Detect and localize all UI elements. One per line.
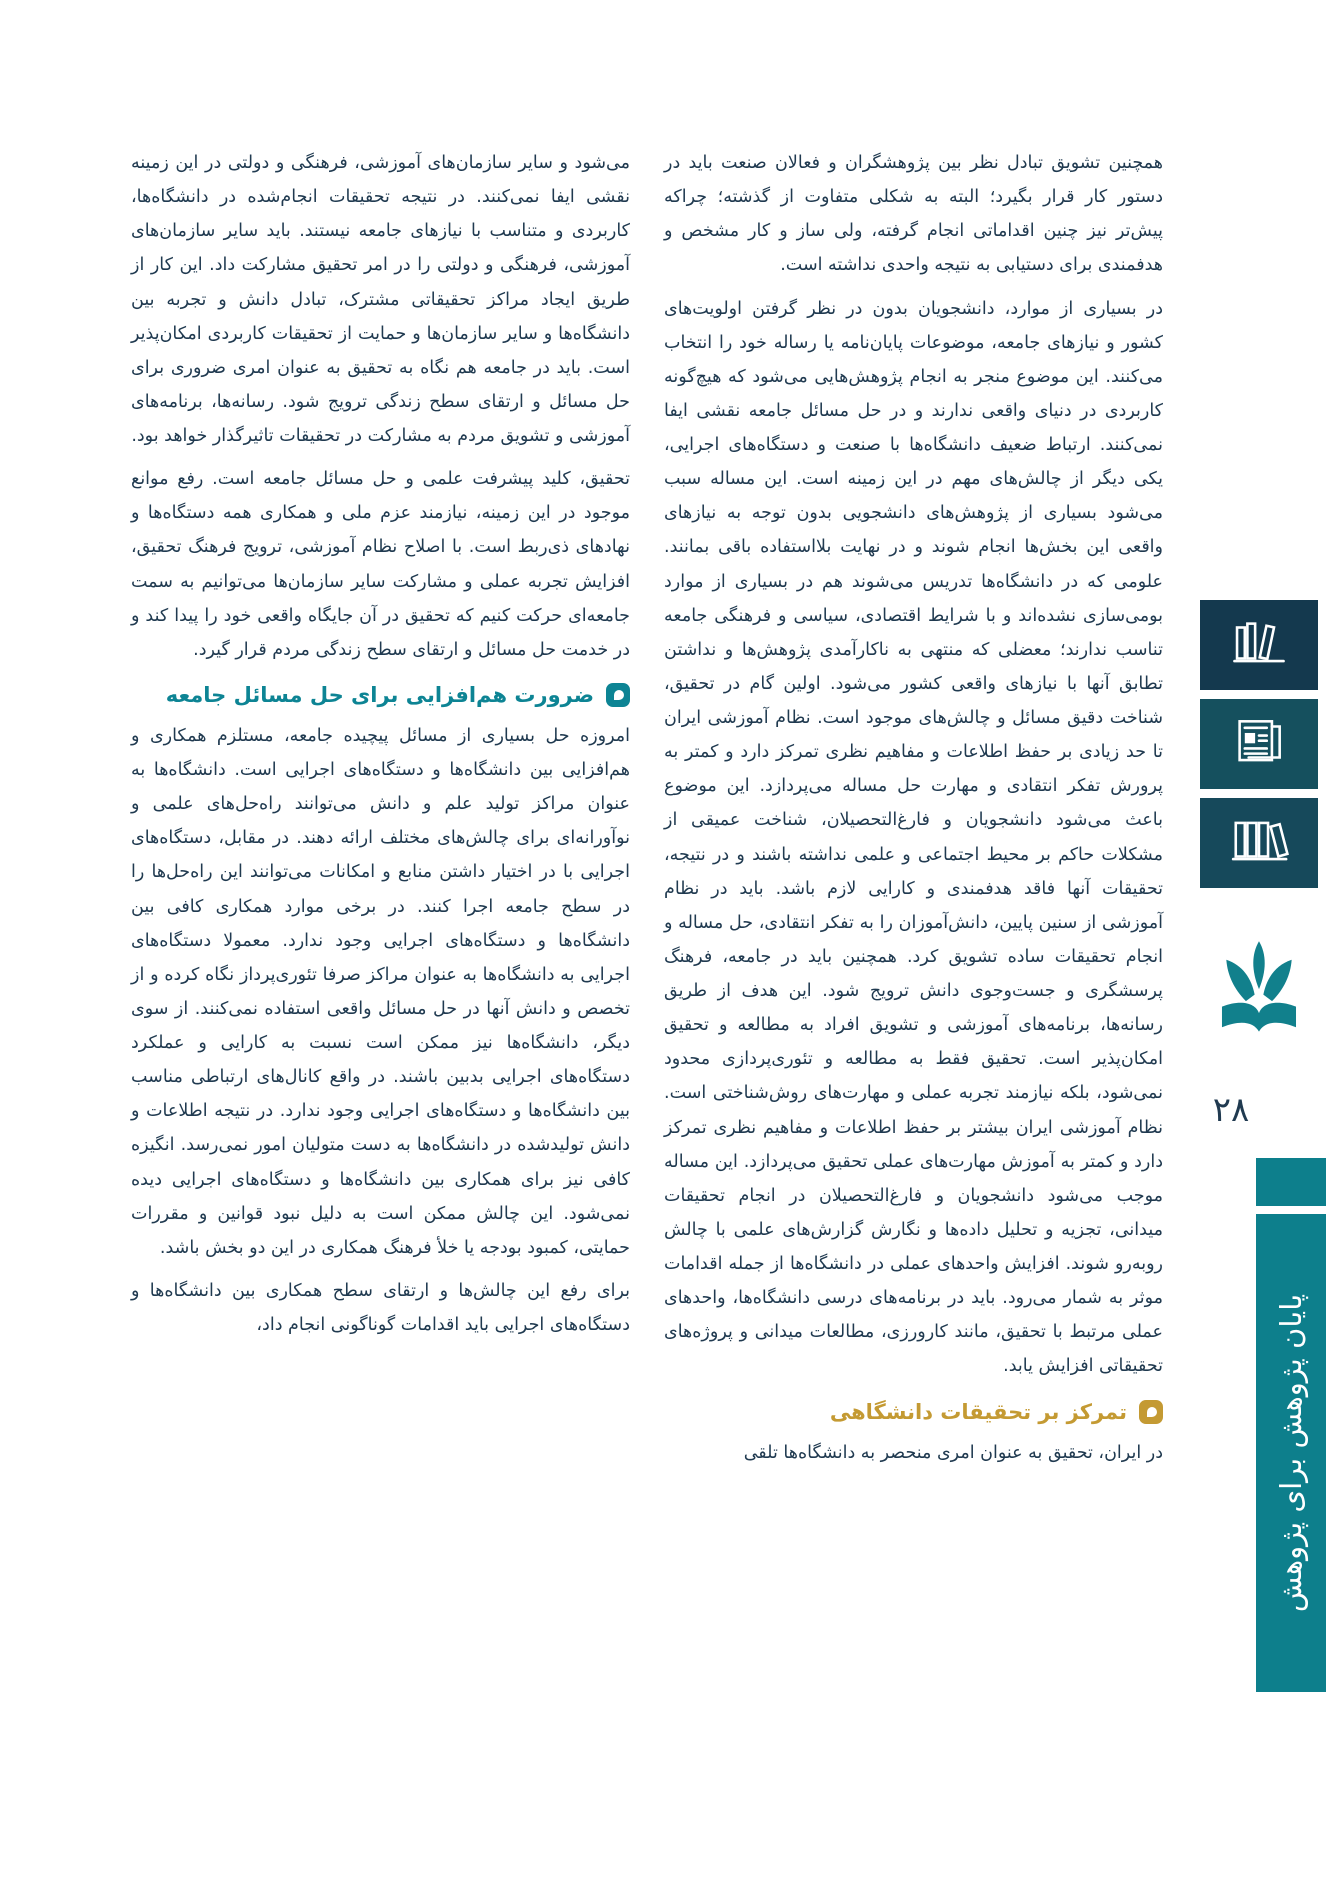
column-left bbox=[131, 146, 630, 1479]
page-number: ۲۸ bbox=[1212, 1090, 1250, 1130]
column-right bbox=[664, 146, 1163, 1479]
article-body bbox=[131, 146, 1163, 1479]
library-books-icon bbox=[1228, 612, 1290, 678]
sidebar-tile bbox=[1200, 699, 1318, 789]
journal-icon bbox=[1228, 711, 1290, 777]
section-color-block bbox=[1256, 1158, 1326, 1206]
section-title-strip bbox=[1256, 1214, 1326, 1692]
azad-university-logo bbox=[1210, 938, 1308, 1050]
paragraph: امروزه حل بسیاری از مسائل پیچیده جامعه، مستلزم همکاری و هم‌افزایی بین دانشگاه‌ها و دستگاه‌های اجرایی است. دانشگاه‌ها به عنوان مراکز تولید علم و دانش می‌توانند راه‌حل‌های علمی و نوآورانه‌ای برای چالش‌های مختلف ارائه دهند. در مقابل، دستگاه‌های اجرایی با در اختیار داشتن منابع و امکانات می‌توانند این راه‌حل‌ها را در سطح جامعه اجرا کنند. در برخی موارد همکاری کافی بین دانشگاه‌ها و دستگاه‌های اجرایی وجود ندارد. معمولا دستگاه‌های اجرایی به دانشگاه‌ها به عنوان مراکز صرفا تئوری‌پرداز نگاه کرده و از تخصص و دانش آنها در حل مسائل واقعی استفاده نمی‌کنند. از سوی دیگر، دانشگاه‌ها نیز ممکن است نسبت به کارایی و عملکرد دستگاه‌های اجرایی بدبین باشند. در واقع کانال‌های ارتباطی مناسب بین دانشگاه‌ها و دستگاه‌های اجرایی وجود ندارد. در نتیجه اطلاعات و دانش تولیدشده در دانشگاه‌ها به دست متولیان امور نمی‌رسد. انگیزه کافی نیز برای همکاری بین دانشگاه‌ها و دستگاه‌های اجرایی دیده نمی‌شود. این چالش ممکن است به دلیل نبود قوانین و مقررات حمایتی، کمبود بودجه یا خلأ فرهنگ همکاری در این دو بخش باشد. bbox=[131, 725, 630, 1258]
paragraph: در بسیاری از موارد، دانشجویان بدون در نظر گرفتن اولویت‌های کشور و نیازهای جامعه، موضوعات پایان‌نامه یا رساله خود را انتخاب می‌کنند. این موضوع منجر به انجام پژوهش‌هایی می‌شود که هیچ‌گونه کاربردی در دنیای واقعی ندارند و در حل مسائل جامعه نقشی ایفا نمی‌کنند. ارتباط ضعیف دانشگاه‌ها با صنعت و دستگاه‌های اجرایی، یکی دیگر از چالش‌های مهم در این زمینه است. این مساله سبب می‌شود بسیاری از پژوهش‌های دانشجویی بدون توجه به نیازهای واقعی این بخش‌ها انجام شوند و در نهایت بلااستفاده باقی بمانند. علومی که در دانشگاه‌ها تدریس می‌شوند هم در بسیاری از موارد بومی‌سازی نشده‌اند و با شرایط اقتصادی، سیاسی و فرهنگی جامعه تناسب ندارند؛ معضلی که منتهی به ناکارآمدی پژوهش‌ها و نداشتن تطابق آنها با نیازهای واقعی کشور می‌شود. اولین گام در تحقیق، شناخت دقیق مسائل و چالش‌های موجود است. نظام آموزشی ایران تا حد زیادی بر حفظ اطلاعات و مفاهیم نظری تمرکز دارد و کمتر به پرورش تفکر انتقادی و مهارت حل مساله می‌پردازد. این موضوع باعث می‌شود دانشجویان و فارغ‌التحصیلان، شناخت عمیقی از مشکلات حاکم بر محیط اجتماعی و علمی نداشته باشند و در نتیجه، تحقیقات آنها فاقد هدفمندی و کارایی لازم باشد. باید در نظام آموزشی از سنین پایین، دانش‌آموزان را به تفکر انتقادی، حل مساله و انجام تحقیقات ساده تشویق کرد. همچنین باید در جامعه، فرهنگ پرسشگری و جست‌وجوی دانش ترویج شود. این هدف از طریق رسانه‌ها، برنامه‌های آموزشی و تشویق افراد به مطالعه و تحقیق امکان‌پذیر است. تحقیق فقط به مطالعه و تئوری‌پردازی محدود نمی‌شود، بلکه نیازمند تجربه عملی و مهارت‌های روش‌شناختی است. نظام آموزشی ایران بیشتر بر حفظ اطلاعات و مفاهیم نظری تمرکز دارد و کمتر به آموزش مهارت‌های عملی تحقیق می‌پردازد. این مساله موجب می‌شود دانشجویان و فارغ‌التحصیلان در انجام تحقیقات میدانی، تجزیه و تحلیل داده‌ها و نگارش گزارش‌های علمی با چالش روبه‌رو شوند. افزایش واحدهای عملی در دانشگاه‌ها از جمله اقدامات موثر به شمار می‌رود. باید در برنامه‌های درسی دانشگاه‌ها، واحدهای عملی مرتبط با تحقیق، مانند کارورزی، مطالعات میدانی و پروژه‌های تحقیقاتی افزایش یابد. bbox=[664, 298, 1163, 1377]
section-heading-university-research bbox=[664, 1400, 1163, 1424]
paragraph: در ایران، تحقیق به عنوان امری منحصر به دانشگاه‌ها تلقی bbox=[743, 1442, 1163, 1463]
section-marker-icon bbox=[1139, 1400, 1163, 1424]
sidebar-tile bbox=[1200, 600, 1318, 690]
section-marker-icon bbox=[606, 683, 630, 707]
paragraph: تحقیق، کلید پیشرفت علمی و حل مسائل جامعه است. رفع موانع موجود در این زمینه، نیازمند عزم ملی و همکاری همه دستگاه‌ها و نهادهای ذی‌ربط است. با اصلاح نظام آموزشی، ترویج فرهنگ تحقیق، افزایش تجربه عملی و مشارکت سایر سازمان‌ها می‌توانیم به سمت جامعه‌ای حرکت کنیم که تحقیق در آن جایگاه واقعی خود را پیدا کند و در خدمت حل مسائل و ارتقای سطح زندگی مردم قرار گیرد. bbox=[131, 469, 630, 660]
sidebar-tile bbox=[1200, 798, 1318, 888]
heading-text: تمرکز بر تحقیقات دانشگاهی bbox=[829, 1399, 1127, 1424]
section-heading-synergy bbox=[131, 683, 630, 707]
vertical-section-title: پایان پژوهش برای پژوهش bbox=[1274, 1293, 1308, 1613]
paragraph: می‌شود و سایر سازمان‌های آموزشی، فرهنگی و دولتی در این زمینه نقشی ایفا نمی‌کنند. در نتیجه تحقیقات انجام‌شده در دانشگاه‌ها، کاربردی و متناسب با نیازهای جامعه نیستند. باید سایر سازمان‌های آموزشی، فرهنگی و دولتی را در امر تحقیق مشارکت داد. این کار از طریق ایجاد مراکز تحقیقاتی مشترک، تبادل دانش و تجربه بین دانشگاه‌ها و سایر سازمان‌ها و حمایت از تحقیقات کاربردی امکان‌پذیر است. باید در جامعه هم نگاه به تحقیق به عنوان امری ضروری برای حل مسائل و ارتقای سطح زندگی ترویج شود. رسانه‌ها، برنامه‌های آموزشی و تشویق مردم به مشارکت در تحقیقات تاثیرگذار خواهد بود. bbox=[131, 153, 630, 446]
heading-text: ضرورت هم‌افزایی برای حل مسائل جامعه bbox=[165, 682, 594, 707]
paragraph: برای رفع این چالش‌ها و ارتقای سطح همکاری بین دانشگاه‌ها و دستگاه‌های اجرایی باید اقدامات گوناگونی انجام داد، bbox=[131, 1280, 630, 1335]
paragraph: همچنین تشویق تبادل نظر بین پژوهشگران و فعالان صنعت باید در دستور کار قرار بگیرد؛ البته به شکلی متفاوت از گذشته؛ چراکه پیش‌تر نیز چنین اقداماتی انجام گرفته، ولی ساز و کار مشخص و هدفمندی برای دستیابی به نتیجه واحدی نداشته است. bbox=[664, 153, 1163, 276]
bookshelf-icon bbox=[1228, 810, 1290, 876]
